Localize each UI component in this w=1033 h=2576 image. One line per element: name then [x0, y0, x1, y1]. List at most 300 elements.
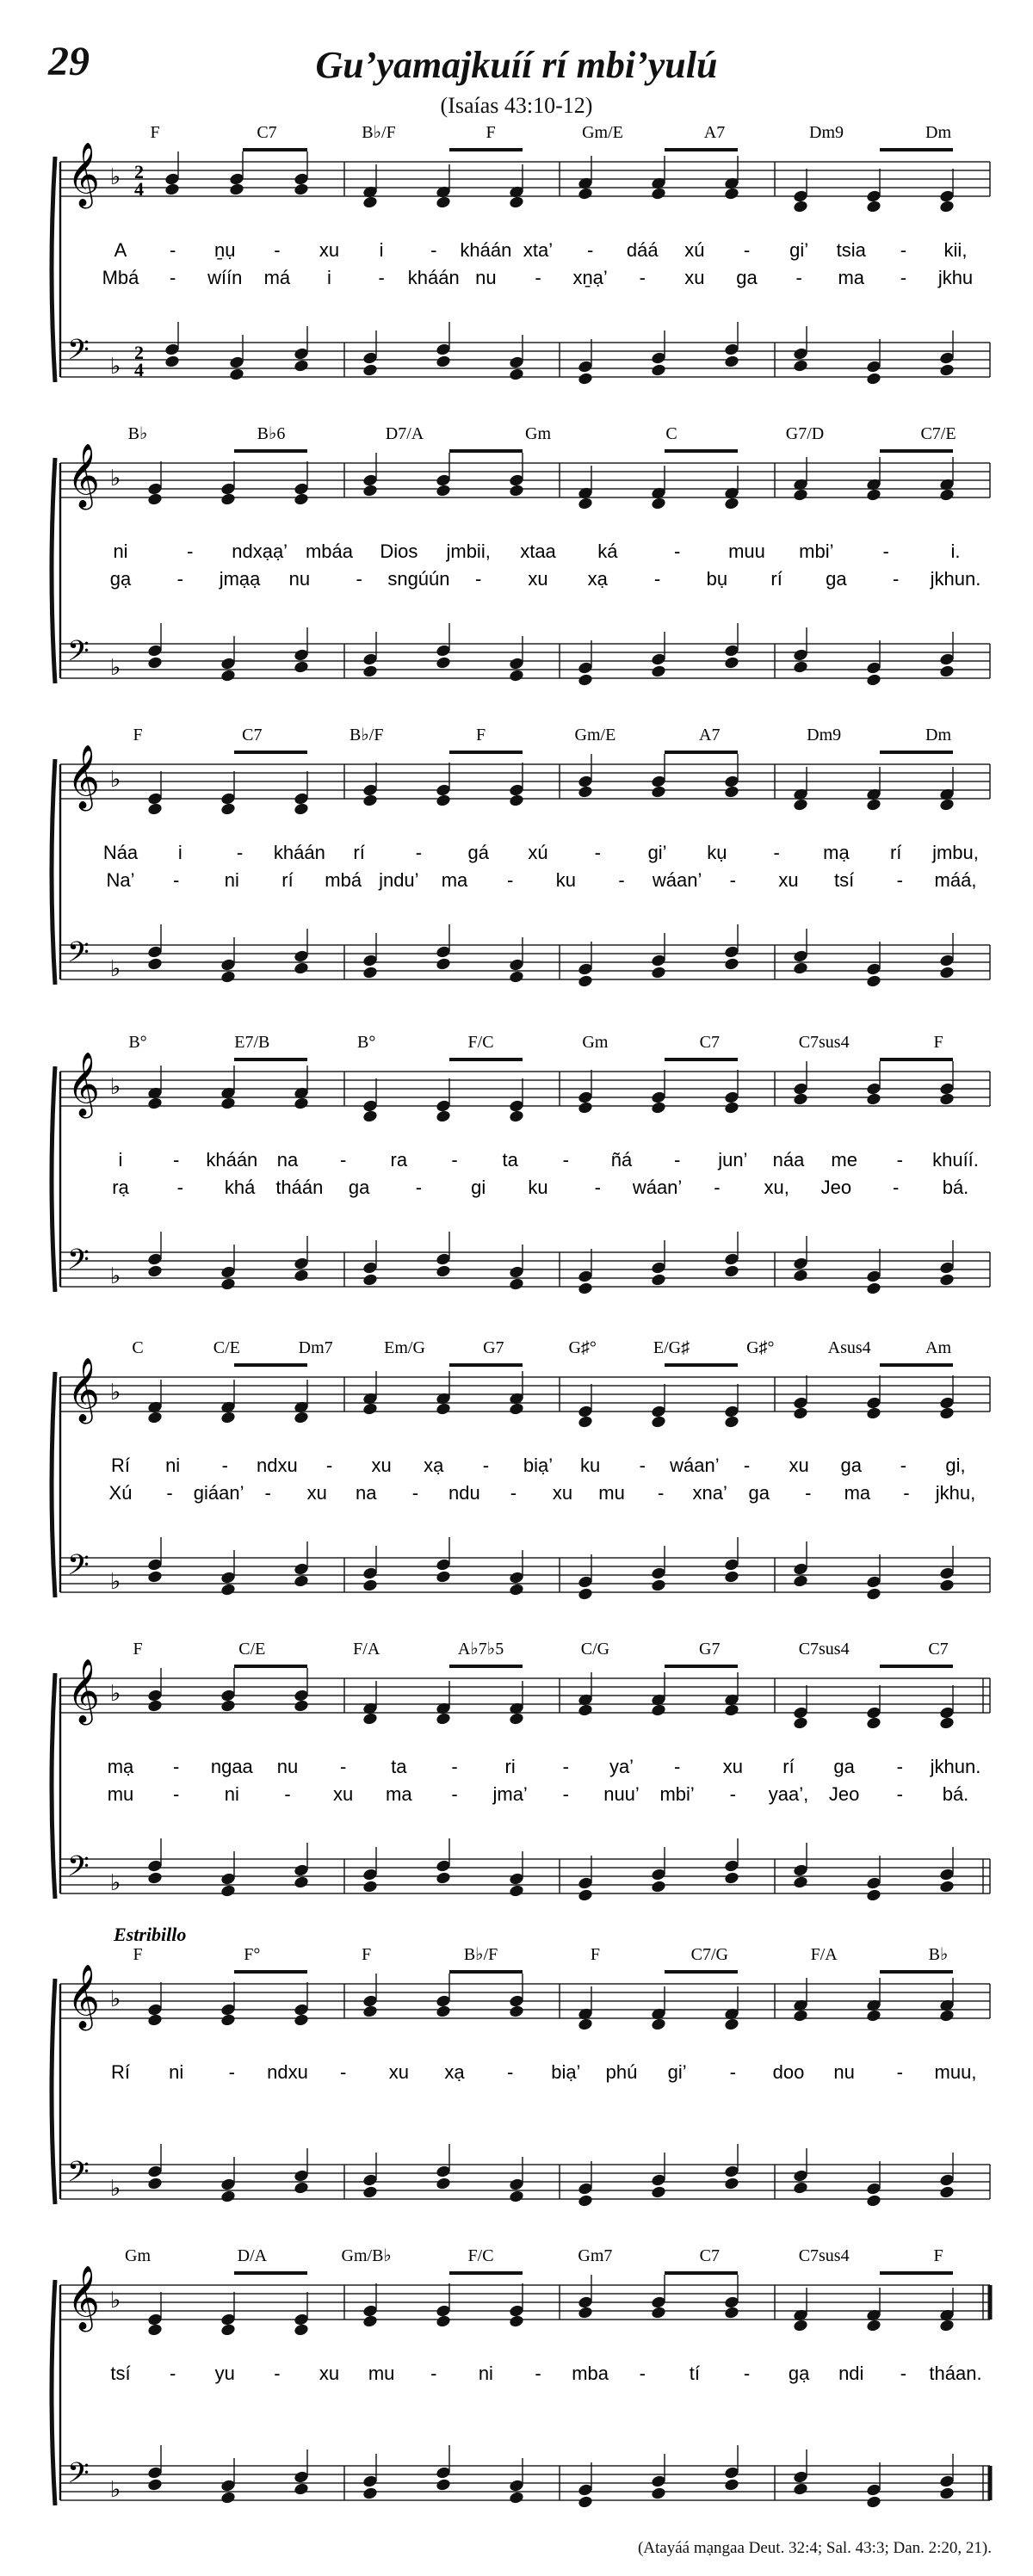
- note-head: [725, 657, 739, 669]
- system-bracket: [52, 759, 55, 985]
- lyric-syllable: ta: [502, 1149, 518, 1171]
- note-head: [294, 1864, 309, 1876]
- note-head: [148, 958, 163, 970]
- note-head: [436, 1559, 451, 1571]
- note-head: [221, 803, 236, 815]
- note-head: [940, 2186, 955, 2198]
- lyric-syllable: wáan’: [670, 1455, 720, 1476]
- note-head: [725, 1102, 739, 1114]
- note-head: [294, 348, 309, 360]
- note-head: [436, 2479, 451, 2491]
- chord-symbol: C/E: [238, 1640, 266, 1659]
- note-head: [294, 1412, 309, 1424]
- chord-symbol: C7sus4: [798, 1033, 850, 1052]
- lyric-syllable: muu: [728, 541, 765, 562]
- lyric-syllable: -: [430, 239, 437, 261]
- lyric-syllable: jun’: [718, 1149, 748, 1171]
- note-head: [148, 803, 163, 815]
- note-head: [436, 2315, 451, 2327]
- note-head: [221, 2324, 236, 2336]
- lyric-syllable: ma: [844, 1482, 871, 1504]
- lyric-syllable: yaa’,: [768, 1783, 809, 1805]
- lyric-syllable: -: [166, 1482, 173, 1504]
- note-head: [221, 1266, 236, 1278]
- lyric-syllable: phú: [605, 2061, 638, 2083]
- note-head: [794, 649, 808, 661]
- note-head: [436, 2467, 451, 2479]
- note-head: [221, 2492, 236, 2504]
- note-head: [725, 1416, 739, 1428]
- key-signature-flat: ♭: [110, 1380, 121, 1405]
- note-head: [436, 1713, 451, 1725]
- lyric-syllable: -: [274, 239, 281, 261]
- note-head: [436, 343, 451, 355]
- note-head: [867, 373, 881, 385]
- chord-symbol: F: [362, 1945, 372, 1964]
- note-head: [867, 799, 881, 811]
- note-head: [940, 1093, 955, 1105]
- chord-symbol: C7/G: [690, 1945, 728, 1964]
- note-head: [794, 1083, 808, 1095]
- chord-symbol: A7: [699, 726, 721, 744]
- note-head: [221, 1584, 236, 1596]
- note-head: [652, 2018, 666, 2030]
- note-head: [794, 2182, 808, 2194]
- note-head: [436, 1872, 451, 1884]
- note-head: [794, 2483, 808, 2495]
- note-head: [510, 2492, 524, 2504]
- note-head: [510, 1403, 524, 1415]
- note-head: [940, 1262, 955, 1274]
- note-head: [510, 356, 524, 368]
- lyric-syllable: i: [379, 239, 384, 261]
- note-head: [725, 2307, 739, 2319]
- lyric-syllable: -: [743, 1455, 751, 1476]
- lyric-syllable: bá.: [942, 1177, 969, 1198]
- note-head: [578, 786, 593, 798]
- lyric-syllable: jmbii,: [446, 541, 491, 562]
- lyric-syllable: bá.: [942, 1783, 969, 1805]
- chord-symbol: Gm7: [578, 2246, 613, 2265]
- note-head: [578, 1877, 593, 1889]
- note-head: [652, 1881, 666, 1893]
- note-head: [652, 352, 666, 364]
- note-head: [510, 971, 524, 983]
- system-bracket: [52, 157, 55, 382]
- note-head: [578, 662, 593, 674]
- lyric-syllable: -: [169, 267, 176, 288]
- chord-symbol: G7: [699, 1640, 721, 1659]
- note-head: [652, 1869, 666, 1881]
- note-head: [652, 2475, 666, 2487]
- lyric-syllable: nu: [288, 568, 311, 590]
- note-head: [867, 1588, 881, 1600]
- note-head: [940, 2174, 955, 2186]
- lyric-syllable: xu: [388, 2061, 409, 2083]
- note-head: [725, 1253, 739, 1265]
- note-head: [148, 2014, 163, 2026]
- lyric-syllable: ni: [113, 541, 128, 562]
- note-head: [510, 658, 524, 670]
- chord-symbol: Gm/B♭: [341, 2246, 392, 2265]
- lyric-syllable: mbáa: [305, 541, 354, 562]
- lyric-syllable: -: [900, 267, 907, 288]
- note-head: [725, 775, 739, 788]
- lyric-syllable: -: [378, 267, 385, 288]
- lyric-syllable: jndu’: [379, 869, 419, 891]
- lyric-syllable: ga: [833, 1756, 855, 1777]
- note-head: [725, 1265, 739, 1277]
- note-head: [510, 2315, 524, 2327]
- note-head: [436, 657, 451, 669]
- chord-symbol: C7sus4: [798, 1640, 850, 1659]
- lyric-syllable: -: [169, 2363, 176, 2384]
- bass-clef: 𝄢: [67, 1244, 90, 1283]
- note-head: [294, 183, 309, 195]
- chord-symbol: Gm: [582, 1033, 609, 1052]
- chord-symbol: B°: [357, 1033, 376, 1052]
- note-head: [652, 1091, 666, 1103]
- note-head: [940, 201, 955, 213]
- lyric-syllable: ga: [840, 1455, 862, 1476]
- note-head: [148, 1872, 163, 1884]
- note-head: [652, 2296, 666, 2308]
- lyric-syllable: -: [903, 1482, 910, 1504]
- lyric-syllable: ni: [224, 869, 239, 891]
- note-head: [867, 1707, 881, 1719]
- note-head: [148, 1097, 163, 1109]
- note-head: [294, 1269, 309, 1282]
- lyric-syllable: -: [594, 1177, 601, 1198]
- note-head: [148, 2178, 163, 2190]
- note-head: [867, 190, 881, 202]
- note-head: [363, 1110, 378, 1122]
- lyric-syllable: kháán: [273, 842, 325, 863]
- note-head: [578, 497, 593, 510]
- note-head: [578, 188, 593, 200]
- note-head: [940, 1083, 955, 1095]
- lyric-syllable: -: [264, 1482, 271, 1504]
- note-head: [510, 1100, 524, 1112]
- lyric-syllable: -: [169, 239, 176, 261]
- note-head: [221, 959, 236, 971]
- lyric-syllable: jmbu,: [932, 842, 979, 863]
- bass-clef: 𝄢: [67, 2156, 90, 2196]
- note-head: [867, 1877, 881, 1889]
- note-head: [794, 348, 808, 360]
- chord-symbol: C/E: [213, 1338, 240, 1357]
- note-head: [436, 2178, 451, 2190]
- note-head: [510, 2190, 524, 2202]
- note-head: [148, 657, 163, 669]
- note-head: [294, 1257, 309, 1269]
- lyric-syllable: jkhu: [937, 267, 974, 288]
- note-head: [294, 2182, 309, 2194]
- note-head: [165, 343, 180, 355]
- note-head: [148, 1559, 163, 1571]
- lyric-syllable: -: [657, 1482, 665, 1504]
- lyric-syllable: mbá: [325, 869, 362, 891]
- lyric-syllable: mu: [107, 1783, 134, 1805]
- note-head: [510, 2178, 524, 2190]
- chord-symbol: F: [486, 123, 496, 142]
- note-head: [363, 364, 378, 376]
- chord-symbol: Gm/E: [574, 726, 616, 744]
- footnote: (Atayáá mạngaa Deut. 32:4; Sal. 43:3; Dan. 2:20, 21).: [637, 2539, 992, 2557]
- lyric-syllable: ṉụ: [214, 239, 236, 261]
- chord-symbol: B♭/F: [463, 1945, 498, 1964]
- note-head: [510, 485, 524, 497]
- note-head: [794, 2471, 808, 2483]
- lyric-syllable: -: [795, 267, 802, 288]
- system-bracket: [52, 1979, 55, 2204]
- note-head: [725, 1091, 739, 1103]
- note-head: [794, 1397, 808, 1409]
- lyric-syllable: xu: [722, 1756, 743, 1777]
- lyric-syllable: -: [274, 2363, 281, 2384]
- lyric-syllable: -: [340, 1149, 347, 1171]
- note-head: [221, 2178, 236, 2190]
- note-head: [578, 2484, 593, 2496]
- lyric-syllable: jmạạ: [219, 568, 261, 590]
- note-head: [794, 489, 808, 501]
- note-head: [148, 2313, 163, 2326]
- chord-symbol: F°: [244, 1945, 261, 1964]
- lyric-syllable: -: [586, 239, 594, 261]
- chord-symbol: F/A: [353, 1640, 380, 1659]
- note-head: [578, 1704, 593, 1716]
- chord-symbol: A♭7♭5: [457, 1640, 504, 1659]
- lyric-syllable: -: [900, 1455, 907, 1476]
- chord-symbol: C7: [928, 1640, 949, 1659]
- lyric-syllable: -: [882, 541, 889, 562]
- note-head: [578, 2195, 593, 2207]
- note-head: [794, 1876, 808, 1888]
- note-head: [148, 483, 163, 495]
- chord-symbol: G7: [483, 1338, 504, 1357]
- chord-symbol: B♭6: [257, 424, 286, 443]
- note-head: [221, 971, 236, 983]
- lyric-syllable: na: [276, 1149, 299, 1171]
- note-head: [867, 1397, 881, 1409]
- note-head: [867, 2195, 881, 2207]
- lyric-syllable: -: [896, 869, 903, 891]
- lyric-syllable: rí: [889, 842, 902, 863]
- note-head: [363, 653, 378, 665]
- note-head: [940, 1881, 955, 1893]
- lyric-syllable: Mbá: [102, 267, 139, 288]
- note-head: [794, 962, 808, 974]
- lyric-syllable: -: [653, 568, 661, 590]
- lyric-syllable: xu,: [764, 1177, 789, 1198]
- note-head: [221, 1572, 236, 1584]
- lyric-syllable: wáan’: [652, 869, 702, 891]
- chord-symbol: B°: [128, 1033, 147, 1052]
- note-head: [652, 1405, 666, 1418]
- note-head: [725, 2296, 739, 2308]
- lyric-syllable: -: [674, 1149, 681, 1171]
- treble-clef: 𝄞: [67, 1053, 100, 1116]
- note-head: [794, 1563, 808, 1575]
- note-head: [148, 2165, 163, 2178]
- note-head: [867, 361, 881, 373]
- note-head: [578, 2183, 593, 2195]
- note-head: [794, 2320, 808, 2332]
- lyric-syllable: -: [451, 1783, 458, 1805]
- note-head: [165, 173, 180, 185]
- lyric-syllable: mbi’: [659, 1783, 695, 1805]
- note-head: [652, 2186, 666, 2198]
- lyric-syllable: -: [674, 541, 681, 562]
- note-head: [221, 1278, 236, 1290]
- note-head: [578, 674, 593, 686]
- lyric-syllable: xu: [333, 1783, 354, 1805]
- note-head: [725, 355, 739, 368]
- lyric-syllable: -: [430, 2363, 437, 2384]
- lyric-syllable: -: [176, 568, 183, 590]
- lyric-syllable: mba: [572, 2363, 609, 2384]
- note-head: [363, 1869, 378, 1881]
- note-head: [652, 1262, 666, 1274]
- time-signature-top: 2: [134, 161, 144, 182]
- lyric-syllable: xú: [528, 842, 548, 863]
- note-head: [652, 364, 666, 376]
- note-head: [725, 497, 739, 510]
- lyric-syllable: -: [535, 2363, 541, 2384]
- note-head: [794, 360, 808, 372]
- note-head: [148, 2324, 163, 2336]
- lyric-syllable: rí: [782, 1756, 795, 1777]
- lyric-syllable: Rí: [111, 1455, 130, 1476]
- note-head: [867, 1270, 881, 1282]
- note-head: [940, 364, 955, 376]
- note-head: [363, 196, 378, 208]
- lyric-syllable: -: [535, 267, 541, 288]
- note-head: [221, 1885, 236, 1897]
- note-head: [725, 1872, 739, 1884]
- note-head: [578, 1405, 593, 1418]
- note-head: [221, 483, 236, 495]
- lyric-syllable: ri: [504, 1756, 516, 1777]
- note-head: [867, 662, 881, 674]
- note-head: [725, 343, 739, 355]
- note-head: [294, 2483, 309, 2495]
- lyric-syllable: máá,: [934, 869, 977, 891]
- note-head: [294, 2313, 309, 2326]
- note-head: [794, 1269, 808, 1282]
- note-head: [363, 1100, 378, 1112]
- note-head: [794, 190, 808, 202]
- note-head: [725, 946, 739, 958]
- note-head: [510, 1278, 524, 1290]
- lyric-syllable: -: [896, 1783, 903, 1805]
- note-head: [578, 1889, 593, 1901]
- note-head: [294, 1563, 309, 1575]
- note-head: [510, 1572, 524, 1584]
- note-head: [940, 1567, 955, 1579]
- note-head: [148, 2467, 163, 2479]
- note-head: [725, 1860, 739, 1872]
- note-head: [436, 794, 451, 806]
- lyric-syllable: i.: [950, 541, 961, 562]
- note-head: [294, 950, 309, 962]
- chord-symbol: B♭: [127, 424, 148, 443]
- lyric-syllable: -: [451, 1149, 458, 1171]
- note-head: [725, 645, 739, 657]
- lyric-syllable: -: [187, 541, 194, 562]
- chord-symbol: F: [933, 1033, 943, 1052]
- note-head: [578, 1416, 593, 1428]
- note-head: [510, 794, 524, 806]
- note-head: [221, 1412, 236, 1424]
- lyric-syllable: -: [900, 239, 907, 261]
- lyric-syllable: jma’: [492, 1783, 528, 1805]
- note-head: [294, 649, 309, 661]
- lyric-syllable: ñá: [610, 1149, 633, 1171]
- lyric-syllable: Rí: [111, 2061, 130, 2083]
- note-head: [867, 1717, 881, 1729]
- key-signature-flat: ♭: [110, 466, 121, 491]
- lyric-syllable: kụ: [707, 842, 727, 863]
- note-head: [436, 958, 451, 970]
- lyric-syllable: ga: [826, 568, 847, 590]
- scripture-reference: (Isaías 43:10-12): [440, 93, 593, 118]
- lyric-syllable: ra: [390, 1149, 408, 1171]
- note-head: [294, 803, 309, 815]
- note-head: [436, 1110, 451, 1122]
- lyric-syllable: ya’: [609, 1756, 634, 1777]
- lyric-syllable: -: [674, 1756, 681, 1777]
- note-head: [794, 799, 808, 811]
- chord-symbol: G♯°: [746, 1338, 775, 1357]
- chord-symbol: F: [150, 123, 160, 142]
- lyric-syllable: ndxu: [257, 1455, 298, 1476]
- lyric-syllable: ndxu: [267, 2061, 308, 2083]
- lyric-syllable: -: [340, 1756, 347, 1777]
- note-head: [436, 474, 451, 486]
- chord-symbol: F/C: [467, 2246, 494, 2265]
- note-head: [510, 959, 524, 971]
- treble-clef: 𝄞: [67, 143, 100, 207]
- chord-symbol: F: [133, 726, 143, 744]
- lyric-syllable: ndxạạ’: [232, 541, 288, 562]
- lyric-syllable: xna’: [692, 1482, 727, 1504]
- time-signature-top: 2: [134, 342, 144, 363]
- note-head: [230, 173, 244, 185]
- treble-clef: 𝄞: [67, 1965, 100, 2029]
- lyric-syllable: xạ: [424, 1455, 444, 1476]
- bass-clef: 𝄢: [67, 1850, 90, 1890]
- note-head: [867, 2496, 881, 2508]
- system-bracket: [52, 1673, 55, 1899]
- note-head: [725, 958, 739, 970]
- lyric-syllable: ku: [528, 1177, 548, 1198]
- note-head: [578, 775, 593, 788]
- note-head: [221, 2480, 236, 2492]
- key-signature-flat: ♭: [110, 354, 121, 380]
- note-head: [940, 489, 955, 501]
- note-head: [867, 963, 881, 975]
- lyric-syllable: -: [325, 1455, 333, 1476]
- chord-symbol: B♭/F: [349, 726, 384, 744]
- lyric-syllable: mạ: [107, 1756, 134, 1777]
- note-head: [221, 1700, 236, 1712]
- note-head: [794, 950, 808, 962]
- note-head: [363, 1579, 378, 1591]
- lyric-syllable: ma: [838, 267, 865, 288]
- note-head: [867, 1576, 881, 1588]
- lyric-syllable: A: [114, 239, 127, 261]
